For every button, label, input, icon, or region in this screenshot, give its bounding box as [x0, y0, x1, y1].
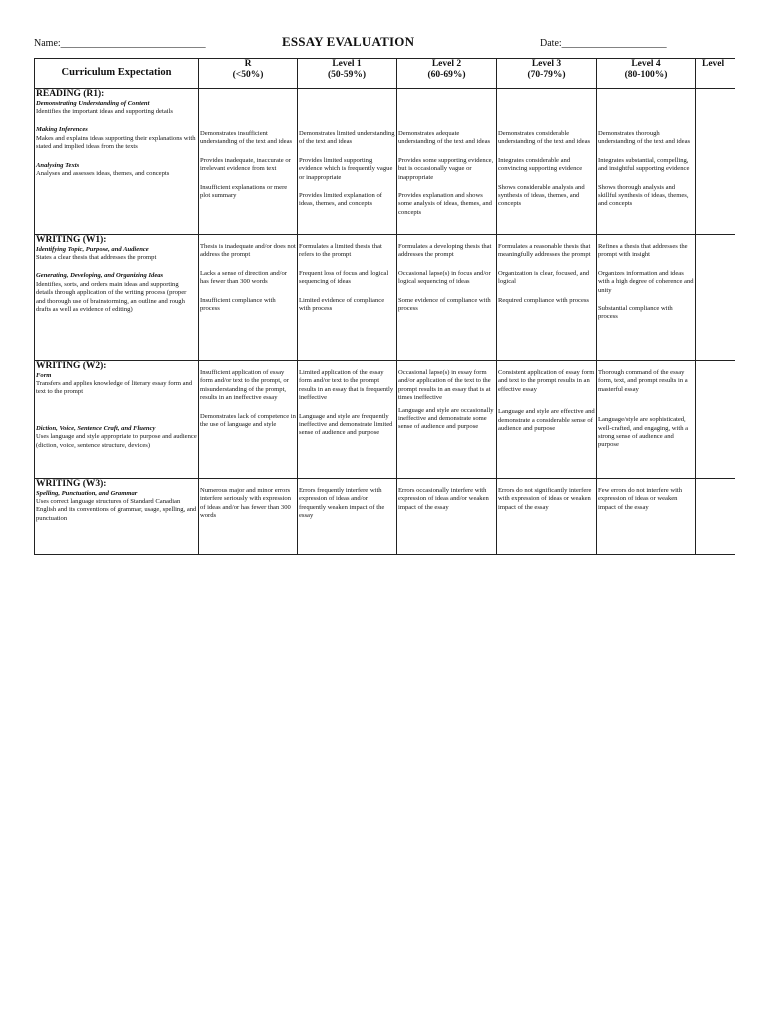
descriptor: Errors frequently interfere with expression of ideas and/or frequently weaken impact of the essay	[299, 487, 385, 520]
descriptor: Demonstrates thorough understanding of the text and ideas	[598, 130, 691, 146]
spacer	[299, 260, 395, 270]
descriptor-cell-level-1	[298, 235, 397, 361]
level-title: Level 1	[332, 59, 362, 69]
skill-name: Diction, Voice, Sentence Craft, and Fluency	[36, 424, 156, 432]
spacer	[398, 287, 495, 297]
descriptor: Numerous major and minor errors interfere seriously with expression of ideas and/or has fewer than 300 words	[200, 487, 292, 520]
spacer	[398, 182, 495, 192]
descriptor: Limited application of the essay form and/or text to the prompt results in an essay that is frequently ineffective	[299, 369, 394, 402]
descriptor: Provides limited supporting evidence which is frequently vague or inappropriate	[299, 156, 393, 181]
descriptor-cell-r	[199, 361, 298, 479]
descriptor: Organizes information and ideas with a high degree of coherence and unity	[598, 269, 694, 294]
spacer	[299, 147, 395, 157]
header-row	[35, 59, 735, 89]
descriptor: Insufficient compliance with process	[200, 296, 276, 313]
skill-name: Generating, Developing, and Organizing Ideas	[36, 272, 164, 280]
spacer	[36, 262, 197, 272]
descriptor: Shows considerable analysis and synthesis of ideas, themes, and concepts	[498, 183, 585, 208]
expectation-cell	[35, 89, 199, 235]
spacer	[398, 147, 495, 157]
spacer	[598, 147, 694, 157]
descriptor-cell-level-3	[497, 479, 597, 555]
section-title: WRITING (W3):	[36, 479, 107, 489]
skill-desc: Makes and explains ideas supporting their explanations with stated and implied ideas from the texts	[36, 134, 196, 151]
skill-name: Demonstrating Understanding of Content	[36, 99, 150, 107]
skill-desc: Uses language and style appropriate to purpose and audience (diction, voice, sentence structure, devices)	[36, 433, 197, 449]
expectation-cell	[35, 235, 199, 361]
skill-desc: Identifies, sorts, and orders main ideas and supporting details through application of the writing process (proper and thorough use of brainstorming, an outline and rough drafts as well as evidence of editing)	[36, 280, 187, 313]
level-title: R	[244, 59, 252, 69]
level-title: Level 2	[431, 59, 462, 69]
skill-desc: Identifies the important ideas and supporting details	[36, 107, 173, 115]
descriptor: Demonstrates insufficient understanding of the text and ideas	[200, 130, 293, 146]
descriptor-cell-r	[199, 235, 298, 361]
descriptor: Insufficient explanations or mere plot summary	[200, 183, 288, 200]
descriptor: Demonstrates limited understanding of the text and ideas	[299, 130, 395, 146]
spacer	[498, 260, 595, 270]
skill-name: Form	[36, 371, 52, 379]
level-range: (50-59%)	[328, 69, 366, 80]
spacer	[498, 394, 595, 408]
rubric-row-w2	[35, 361, 735, 479]
descriptor: Language and style are occasionally ineffective and demonstrate some sense of audience and purpose	[398, 406, 494, 431]
spacer	[498, 287, 595, 297]
spacer	[200, 147, 296, 157]
col-header-level-4	[597, 59, 696, 89]
descriptor: Some evidence of compliance with process	[398, 296, 491, 313]
descriptor-cell-level-4	[597, 361, 696, 479]
date-field[interactable]: Date:_____________________	[540, 38, 667, 49]
descriptor: Demonstrates considerable understanding of the text and ideas	[498, 130, 591, 146]
descriptor: Provides inadequate, inaccurate or irrelevant evidence from text	[200, 156, 291, 173]
descriptor: Required compliance with process	[498, 296, 590, 304]
descriptor: Thesis is inadequate and/or does not address the prompt	[200, 243, 296, 259]
descriptor-cell-level-4	[597, 235, 696, 361]
col-header-expectation: Curriculum Expectation	[35, 59, 199, 89]
rubric-row-r1	[35, 89, 735, 235]
descriptor-cell-level-4	[597, 479, 696, 555]
name-field[interactable]: Name:_____________________________	[34, 38, 206, 49]
descriptor: Demonstrates adequate understanding of the text and ideas	[398, 130, 491, 146]
descriptor-cell-level-3	[497, 361, 597, 479]
spacer	[200, 403, 296, 413]
descriptor-cell-r	[199, 479, 298, 555]
descriptor: Formulates a developing thesis that addresses the prompt	[398, 243, 492, 259]
level-entry-cell[interactable]	[696, 361, 735, 479]
col-header-level-1	[298, 59, 397, 89]
spacer	[598, 174, 694, 184]
descriptor: Language and style are frequently ineffective and demonstrate limited sense of audience and purpose	[299, 412, 393, 437]
col-header-r	[199, 59, 298, 89]
col-header-level-3	[497, 59, 597, 89]
descriptor: Thorough command of the essay form, text, and prompt results in a masterful essay	[598, 369, 688, 393]
descriptor-cell-level-3	[497, 89, 597, 235]
col-header-level-2	[397, 59, 497, 89]
descriptor: Provides explanation and shows some analysis of ideas, themes, and concepts	[398, 192, 492, 216]
descriptor: Shows thorough analysis and skillful synthesis of ideas, themes, and concepts	[598, 183, 689, 208]
descriptor: Organization is clear, focused, and logical	[498, 269, 590, 286]
section-title: WRITING (W2):	[36, 361, 107, 371]
col-header-level: Level	[696, 59, 735, 89]
descriptor: Language and style are effective and demonstrate a considerable sense of audience and purpose	[498, 408, 595, 433]
spacer	[299, 182, 395, 192]
descriptor: Provides some supporting evidence, but is occasionally vague or inappropriate	[398, 156, 494, 181]
skill-name: Identifying Topic, Purpose, and Audience	[36, 245, 149, 253]
page-title: ESSAY EVALUATION	[282, 34, 415, 49]
descriptor: Substantial compliance with process	[598, 305, 673, 321]
level-entry-cell[interactable]	[696, 89, 735, 235]
spacer	[299, 287, 395, 297]
rubric-table	[34, 58, 735, 555]
expectation-cell	[35, 361, 199, 479]
descriptor: Formulates a reasonable thesis that meaningfully addresses the prompt	[498, 243, 591, 259]
skill-desc: Analyses and assesses ideas, themes, and concepts	[36, 169, 170, 177]
spacer	[498, 147, 595, 157]
descriptor: Few errors do not interfere with expression of ideas or weaken impact of the essay	[598, 487, 683, 511]
spacer	[36, 397, 197, 425]
descriptor: Limited evidence of compliance with process	[299, 296, 385, 313]
level-range: (80-100%)	[624, 69, 668, 80]
rubric-row-w3	[35, 479, 735, 555]
rubric-row-w1	[35, 235, 735, 361]
descriptor: Insufficient application of essay form and/or text to the prompt, or misunderstanding of the prompt, results in an ineffective essay	[200, 369, 289, 402]
descriptor-cell-level-2	[397, 235, 497, 361]
descriptor: Demonstrates lack of competence in the use of language and style	[200, 412, 296, 429]
skill-name: Analysing Texts	[36, 161, 80, 169]
spacer	[200, 174, 296, 184]
spacer	[498, 174, 595, 184]
descriptor: Language/style are sophisticated, well-crafted, and engaging, with a strong sense of audience and purpose	[598, 416, 689, 449]
descriptor: Lacks a sense of direction and/or has fewer than 300 words	[200, 269, 287, 286]
descriptor: Formulates a limited thesis that refers to the prompt	[299, 243, 382, 259]
skill-desc: States a clear thesis that addresses the prompt	[36, 253, 157, 261]
spacer	[200, 287, 296, 297]
descriptor-cell-level-1	[298, 89, 397, 235]
spacer	[36, 152, 197, 162]
spacer	[598, 260, 694, 270]
level-title: Level 3	[531, 59, 562, 69]
page-header	[34, 34, 734, 58]
descriptor: Errors occasionally interfere with expression of ideas and/or weaken impact of the essay	[398, 487, 489, 511]
skill-desc: Transfers and applies knowledge of literary essay form and text to the prompt	[36, 379, 193, 396]
descriptor-cell-level-1	[298, 479, 397, 555]
descriptor: Occasional lapse(s) in essay form and/or application of the text to the prompt results in an essay that is at times ineffective	[398, 369, 491, 402]
descriptor-cell-r	[199, 89, 298, 235]
descriptor: Errors do not significantly interfere with expression of ideas or weaken impact of the essay	[498, 487, 592, 511]
descriptor: Refines a thesis that addresses the prompt with insight	[598, 243, 688, 259]
descriptor: Integrates substantial, compelling, and insightful supporting evidence	[598, 156, 690, 173]
skill-name: Making Inferences	[36, 126, 88, 134]
skill-name: Spelling, Punctuation, and Grammar	[36, 489, 138, 497]
level-title: Level 4	[631, 59, 661, 69]
section-title: WRITING (W1):	[36, 235, 107, 245]
descriptor: Frequent loss of focus and logical sequencing of ideas	[299, 269, 389, 286]
level-entry-cell[interactable]	[696, 235, 735, 361]
descriptor-cell-level-4	[597, 89, 696, 235]
spacer	[200, 260, 296, 270]
spacer	[36, 116, 197, 126]
descriptor: Occasional lapse(s) in focus and/or logical sequencing of ideas	[398, 269, 491, 286]
descriptor-cell-level-1	[298, 361, 397, 479]
descriptor: Consistent application of essay form and text to the prompt results in an effective essay	[498, 369, 595, 393]
section-title: READING (R1):	[36, 89, 105, 99]
spacer	[598, 295, 694, 305]
spacer	[299, 403, 395, 413]
spacer	[598, 394, 694, 416]
descriptor-cell-level-2	[397, 479, 497, 555]
descriptor-cell-level-2	[397, 89, 497, 235]
skill-desc: Uses correct language structures of Standard Canadian English and its conventions of grammar, usage, spelling, and punctuation	[36, 497, 197, 522]
level-range: (70-79%)	[527, 69, 566, 80]
descriptor-cell-level-2	[397, 361, 497, 479]
descriptor-cell-level-3	[497, 235, 597, 361]
spacer	[398, 260, 495, 270]
expectation-cell	[35, 479, 199, 555]
level-range: (60-69%)	[427, 69, 466, 80]
descriptor: Integrates considerable and convincing supporting evidence	[498, 156, 583, 173]
level-entry-cell[interactable]	[696, 479, 735, 555]
descriptor: Provides limited explanation of ideas, themes, and concepts	[299, 192, 382, 208]
level-range: (<50%)	[232, 69, 264, 80]
